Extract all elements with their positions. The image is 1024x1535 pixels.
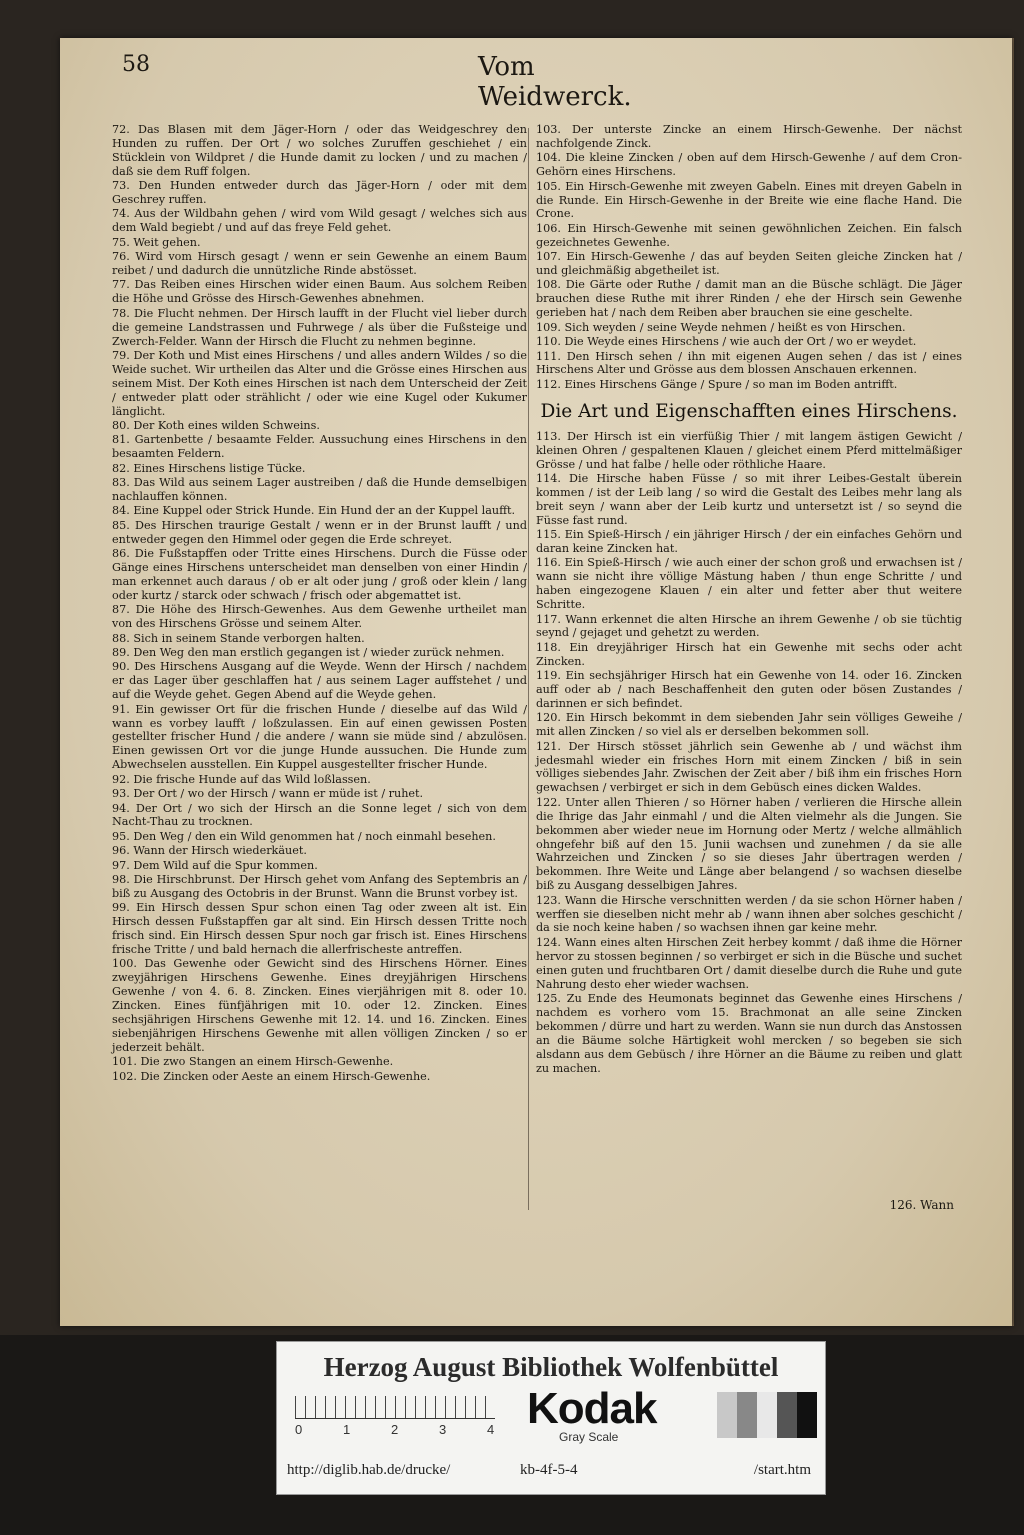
right-column — [536, 123, 962, 1076]
entry-paragraph: 79. Der Koth und Mist eines Hirschens / und alles andern Wildes / so die Weide suchet. Wir urtheilen das Alter und die Grösse eines Hirschen aus seinem Mist. Der Koth eines Hirschen ist nach dem Unterscheid der Zeit / entweder platt oder strählicht / oder wie eine Kugel oder Kukumer länglicht. — [112, 349, 527, 418]
entry-paragraph: 94. Der Ort / wo sich der Hirsch an die Sonne leget / sich von dem Nacht-Thau zu trocknen. — [112, 801, 527, 829]
entry-paragraph: 72. Das Blasen mit dem Jäger-Horn / oder das Weidgeschrey den Hunden zu ruffen. Der Ort / wo solches Zuruffen geschiehet / ein Stücklein von Wildpret / die Hunde damit zu locken / und zu machen / daß sie dem Ruff folgen. — [112, 123, 527, 178]
entry-paragraph: 92. Die frische Hunde auf das Wild loßlassen. — [112, 772, 371, 786]
entry-paragraph: 74. Aus der Wildbahn gehen / wird vom Wild gesagt / welches sich aus dem Wald begiebt / und auf das freye Feld gehet. — [112, 207, 527, 235]
entry-paragraph: 109. Sich weyden / seine Weyde nehmen / heißt es von Hirschen. — [536, 320, 906, 334]
entry-paragraph: 124. Wann eines alten Hirschen Zeit herbey kommt / daß ihme die Hörner hervor zu stossen beginnen / so verbirget er sich in die Büsche und suchet einen guten und fruchtbaren Ort / damit dieselbe durch die Ruhe und gute Nahrung desto eher wieder wachsen. — [536, 935, 962, 991]
gray-bar — [797, 1392, 817, 1438]
entry-paragraph: 96. Wann der Hirsch wiederkäuet. — [112, 844, 307, 858]
library-name: Herzog August Bibliothek Wolfenbüttel — [323, 1352, 779, 1382]
entry-paragraph: 117. Wann erkennet die alten Hirsche an ihrem Gewenhe / ob sie tüchtig seynd / gejaget und gehetzt zu werden. — [536, 612, 962, 640]
entry-paragraph: 85. Des Hirschen traurige Gestalt / wenn er in der Brunst laufft / und entweder gegen den Himmel oder gegen die Erde schreyet. — [112, 518, 527, 546]
entry-paragraph: 120. Ein Hirsch bekommt in dem siebenden Jahr sein völliges Geweihe / mit allen Zincken / so viel als er derselben bekommen soll. — [536, 711, 962, 739]
entry-paragraph: 119. Ein sechsjähriger Hirsch hat ein Gewenhe von 14. oder 16. Zincken auff oder ab / nach Beschaffenheit den guten oder bösen Zustandes / darinnen er sich befindet. — [536, 669, 962, 710]
source-url: http://diglib.hab.de/drucke/ — [287, 1462, 451, 1478]
running-title: Vom Weidwerck. — [478, 52, 632, 112]
entry-paragraph: 114. Die Hirsche haben Füsse / so mit ihrer Leibes-Gestalt überein kommen / ist der Leib lang / so wird die Gestalt des Leibes mehr lang als breit seyn / wann aber der Leib kurtz und untersetzt ist / so seynd die Füsse fast rund. — [536, 471, 962, 527]
ruler-scale — [295, 1386, 495, 1440]
entry-paragraph: 88. Sich in seinem Stande verborgen halten. — [112, 631, 365, 645]
entry-paragraph: 110. Die Weyde eines Hirschens / wie auch der Ort / wo er weydet. — [536, 335, 917, 349]
entry-paragraph: 104. Die kleine Zincken / oben auf dem Hirsch-Gewenhe / auf dem Cron-Gehörn eines Hirschens. — [536, 151, 962, 179]
entry-paragraph: 77. Das Reiben eines Hirschen wider einen Baum. Aus solchem Reiben die Höhe und Grösse des Hirsch-Gewenhes abnehmen. — [112, 278, 527, 306]
gray-bar — [777, 1392, 797, 1438]
entry-paragraph: 118. Ein dreyjähriger Hirsch hat ein Gewenhe mit sechs oder acht Zincken. — [536, 640, 962, 668]
url-suffix: /start.htm — [753, 1462, 811, 1478]
entry-paragraph: 102. Die Zincken oder Aeste an einem Hirsch-Gewenhe. — [112, 1069, 431, 1083]
entry-paragraph: 78. Die Flucht nehmen. Der Hirsch laufft in der Flucht viel lieber durch die gemeine Landstrassen und Fuhrwege / als über die Fußsteige und Zwerch-Felder. Wann der Hirsch die Flucht zu nehmen beginne. — [112, 306, 527, 348]
entry-paragraph: 107. Ein Hirsch-Gewenhe / das auf beyden Seiten gleiche Zincken hat / und gleichmäßig abgetheilet ist. — [536, 250, 962, 278]
entry-paragraph: 112. Eines Hirschens Gänge / Spure / so man im Boden antrifft. — [536, 377, 898, 391]
right-column-entries-bottom — [536, 430, 962, 1076]
entry-paragraph: 105. Ein Hirsch-Gewenhe mit zweyen Gabeln. Eines mit dreyen Gabeln in die Runde. Ein Hirsch-Gewenhe in der Breite wie eine flache Hand. Die Crone. — [536, 179, 962, 221]
gray-bar — [717, 1392, 737, 1438]
entry-paragraph: 123. Wann die Hirsche verschnitten werden / da sie schon Hörner haben / werffen sie dieselben nicht mehr ab / wann ihnen aber solches geschicht / da sie noch keine haben / so wachsen ihnen gar keine mehr. — [536, 893, 962, 935]
catchword: 126. Wann — [889, 1198, 954, 1212]
gray-bar — [737, 1392, 757, 1438]
entry-paragraph: 90. Des Hirschens Ausgang auf die Weyde. Wenn der Hirsch / nachdem er das Lager über geschlaffen hat / aus seinem Lager auffstehet / und auf die Weyde gehet. Gegen Abend auf die Weyde gehen. — [112, 660, 527, 702]
page-number: 58 — [122, 52, 150, 77]
ruler-number: 2 — [391, 1422, 399, 1437]
ruler-number: 1 — [343, 1422, 351, 1437]
entry-paragraph: 99. Ein Hirsch dessen Spur schon einen Tag oder zween alt ist. Ein Hirsch dessen Fußstapffen gar alt sind. Ein Hirsch dessen Tritte noch frisch sind. Ein Hirsch dessen Spur noch gar frisch ist. Eines Hirschens frische Tritte / und bald hernach die allerfrischeste antreffen. — [112, 901, 527, 957]
ruler-ticks — [295, 1396, 495, 1419]
entry-paragraph: 111. Den Hirsch sehen / ihn mit eigenen Augen sehen / das ist / eines Hirschens Alter und Grösse aus dem blossen Anschauen erkennen. — [536, 349, 962, 377]
gray-scale-bars — [717, 1392, 817, 1438]
entry-paragraph: 98. Die Hirschbrunst. Der Hirsch gehet vom Anfang des Septembris an / biß zu Ausgang des Octobris in der Brunst. Wann die Brunst vorbey ist. — [112, 873, 527, 900]
entry-paragraph: 80. Der Koth eines wilden Schweins. — [112, 419, 320, 433]
right-column-entries-top — [536, 123, 962, 392]
page-header — [60, 52, 660, 112]
entry-paragraph: 100. Das Gewenhe oder Gewicht sind des Hirschens Hörner. Eines zweyjährigen Hirschens Gewenhe. Eines dreyjährigen Hirschens Gewenhe / von 4. 6. 8. Zincken. Eines vierjährigen mit 8. oder 10. Zincken. Eines fünfjährigen mit 10. oder 12. Zincken. Eines sechsjährigen Hirschens Gewenhe mit 12. 14. und 16. Zincken. Eines siebenjährigen Hirschens Gewenhe mit allen völligen Zincken / so er jederzeit behält. — [112, 957, 527, 1054]
gray-bar — [757, 1392, 777, 1438]
column-rule — [528, 128, 529, 1210]
left-column — [112, 123, 527, 1084]
entry-paragraph: 97. Dem Wild auf die Spur kommen. — [112, 858, 318, 872]
entry-paragraph: 91. Ein gewisser Ort für die frischen Hunde / dieselbe auf das Wild / wann es vorbey laufft / loßzulassen. Ein auf einen gewissen Posten gestellter frischer Hund / die andere / wann sie müde sind / abzulösen. Einen gewissen Ort vor die junge Hunde aussuchen. Die Hunde zum Abwechselen ausstellen. Ein Kuppel ausgestellter frischer Hunde. — [112, 702, 527, 772]
entry-paragraph: 115. Ein Spieß-Hirsch / ein jähriger Hirsch / der ein einfaches Gehörn und daran keine Zincken hat. — [536, 528, 962, 555]
entry-paragraph: 76. Wird vom Hirsch gesagt / wenn er sein Gewenhe an einem Baum reibet / und dadurch die unnützliche Rinde abstösset. — [112, 250, 527, 278]
entry-paragraph: 101. Die zwo Stangen an einem Hirsch-Gewenhe. — [112, 1055, 394, 1069]
entry-paragraph: 108. Die Gärte oder Ruthe / damit man an die Büsche schlägt. Die Jäger brauchen diese Ruthe mit ihrer Rinden / ehe der Hirsch sein Gewenhe gerieben hat / nach dem Reiben aber brauchen sie eine geschelte. — [536, 278, 962, 320]
entry-paragraph: 75. Weit gehen. — [112, 235, 201, 249]
entry-paragraph: 122. Unter allen Thieren / so Hörner haben / verlieren die Hirsche allein die Ihrige das Jahr einmahl / und die Alten vielmehr als die Jungen. Sie bekommen aber wieder neue im Hornung oder Mertz / welche allmählich ohngefehr biß auf den 15. Junii wachsen und zunehmen / da sie alle Wahrzeichen und Zincken / so sie dieses Jahr übertragen werden / bekommen. Ihre Weite und Länge aber belangend / so wachsen dieselbe biß zu Ausgang desselbigen Jahres. — [536, 795, 962, 893]
entry-paragraph: 125. Zu Ende des Heumonats beginnet das Gewenhe eines Hirschens / nachdem es vorhero vom 15. Brachmonat an alle seine Zincken bekommen / dürre und hart zu werden. Wann sie nun durch das Anstossen an die Bäume solche Härtigkeit wohl mercken / so begeben sie sich alsdann aus dem Gebüsch / ihre Hörner an die Bäume zu reiben und glatt zu machen. — [536, 991, 962, 1075]
entry-paragraph: 89. Den Weg den man erstlich gegangen ist / wieder zurück nehmen. — [112, 646, 505, 660]
ruler-number: 4 — [487, 1422, 495, 1437]
ruler-number: 0 — [295, 1422, 303, 1437]
entry-paragraph: 93. Der Ort / wo der Hirsch / wann er müde ist / ruhet. — [112, 787, 424, 801]
ruler-number: 3 — [439, 1422, 447, 1437]
entry-paragraph: 73. Den Hunden entweder durch das Jäger-Horn / oder mit dem Geschrey ruffen. — [112, 179, 527, 207]
library-label — [276, 1341, 826, 1495]
entry-paragraph: 82. Eines Hirschens listige Tücke. — [112, 461, 306, 475]
entry-paragraph: 95. Den Weg / den ein Wild genommen hat / noch einmahl besehen. — [112, 829, 496, 843]
entry-paragraph: 113. Der Hirsch ist ein vierfüßig Thier / mit langem ästigen Gewicht / kleinen Ohren / gespaltenen Klauen / gleichet einem Pferd mittelmäßiger Grösse / und hat falbe / helle oder röthliche Haare. — [536, 429, 962, 471]
entry-paragraph: 86. Die Fußstapffen oder Tritte eines Hirschens. Durch die Füsse oder Gänge eines Hirschens unterscheidet man denselben von einer Hindin / man erkennet auch daraus / ob er alt oder jung / groß oder klein / lang oder kurtz / starck oder schwach / frisch oder abgemattet ist. — [112, 547, 527, 602]
entry-paragraph: 103. Der unterste Zincke an einem Hirsch-Gewenhe. Der nächst nachfolgende Zinck. — [536, 123, 962, 150]
entry-paragraph: 84. Eine Kuppel oder Strick Hunde. Ein Hund der an der Kuppel laufft. — [112, 504, 516, 518]
entry-paragraph: 81. Gartenbette / besaamte Felder. Aussuchung eines Hirschens in den besaamten Feldern. — [112, 433, 527, 461]
gray-scale-label: Gray Scale — [559, 1430, 619, 1444]
entry-paragraph: 121. Der Hirsch stösset jährlich sein Gewenhe ab / und wächst ihm jedesmahl wieder ein frisches Horn mit einem Zincken / biß in sein völliges siebendes Jahr. Zwischen der Zeit aber / biß ihm ein frisches Horn gewachsen / verbirget er sich in dem Gebüsch eines dicken Waldes. — [536, 739, 962, 795]
shelfmark: kb-4f-5-4 — [520, 1462, 578, 1478]
entry-paragraph: 106. Ein Hirsch-Gewenhe mit seinen gewöhnlichen Zeichen. Ein falsch gezeichnetes Gewenhe. — [536, 221, 962, 249]
entry-paragraph: 87. Die Höhe des Hirsch-Gewenhes. Aus dem Gewenhe urtheilet man von des Hirschens Grösse und seinem Alter. — [112, 603, 527, 631]
entry-paragraph: 116. Ein Spieß-Hirsch / wie auch einer der schon groß und erwachsen ist / wann sie nicht ihre völlige Mästung haben / thun enge Schritte / und haben eingezogene Klauen / ein alter und fetter aber thut weitere Schritte. — [536, 556, 962, 612]
kodak-logo: Kodak — [527, 1384, 657, 1433]
section-heading: Die Art und Eigenschafften eines Hirschens. — [540, 400, 958, 422]
entry-paragraph: 83. Das Wild aus seinem Lager austreiben / daß die Hunde demselbigen nachlauffen können. — [112, 476, 527, 504]
